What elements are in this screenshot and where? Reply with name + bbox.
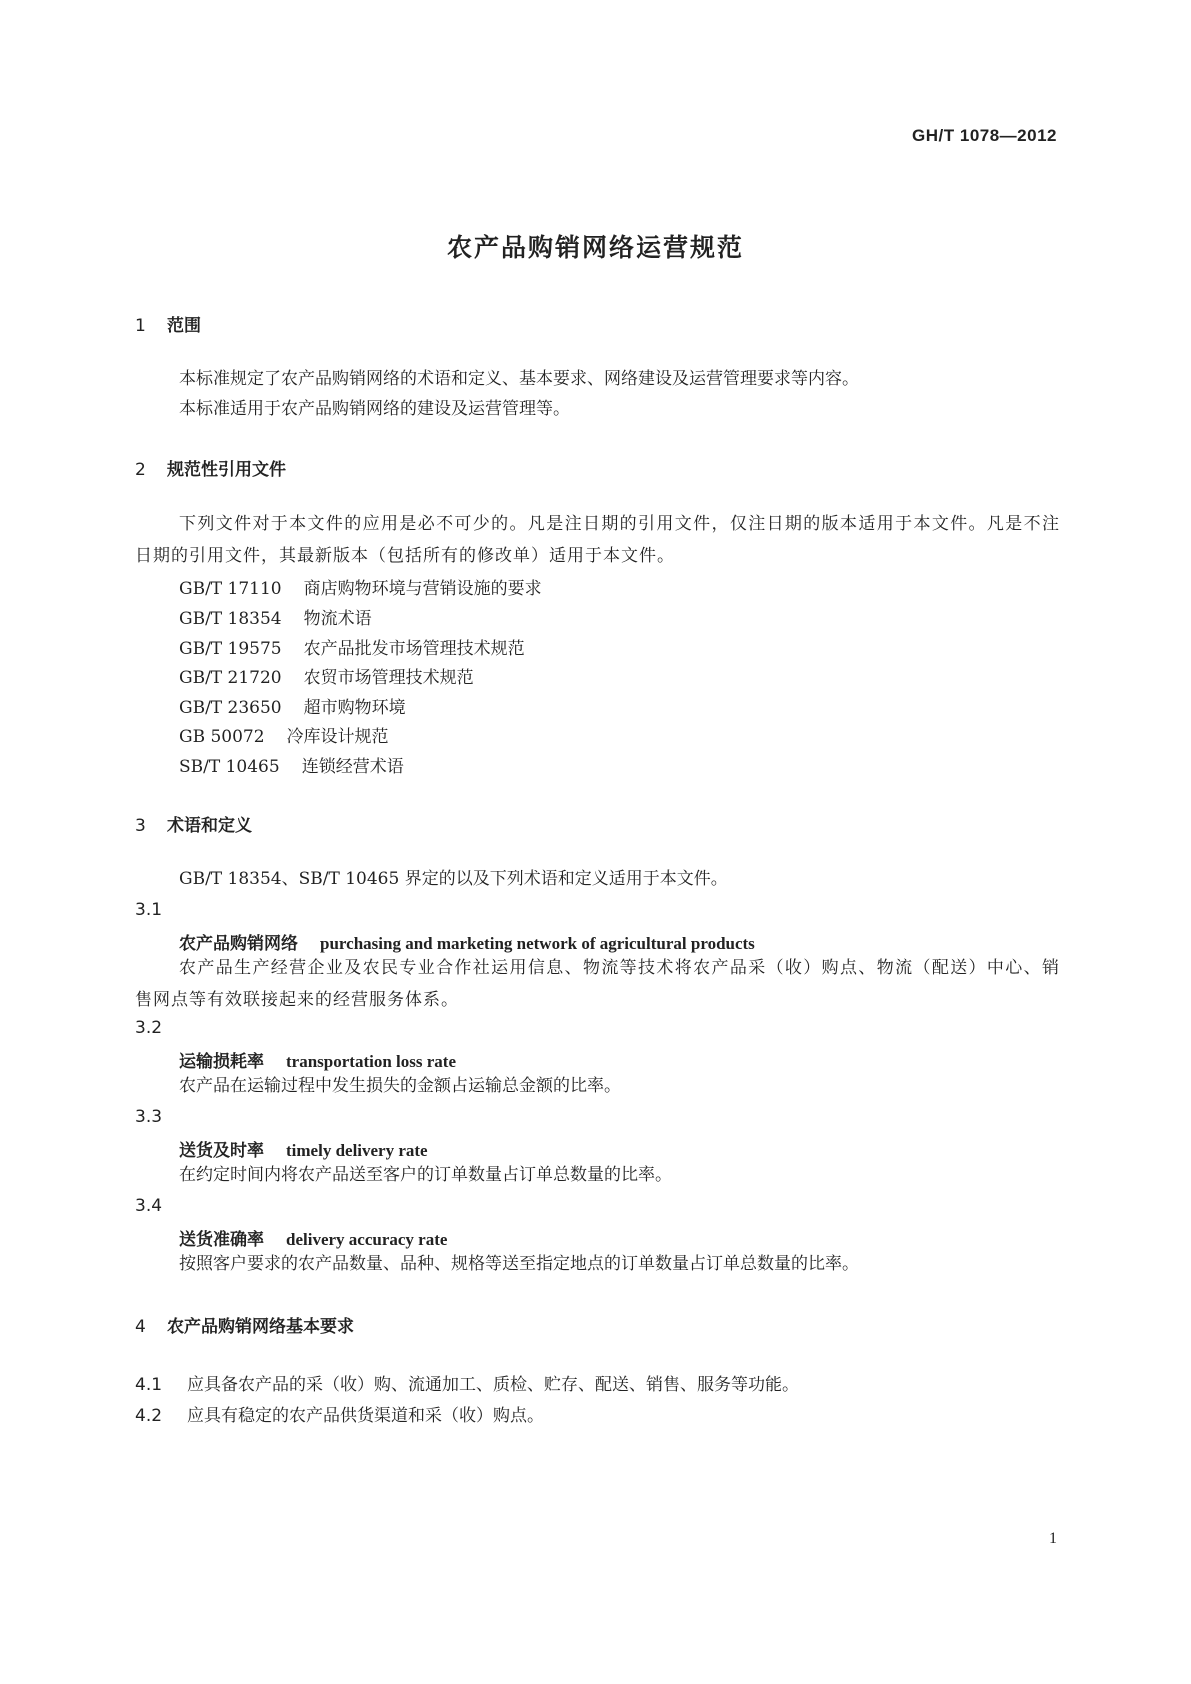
section-3-heading: [135, 811, 252, 836]
term-number: 3.3: [135, 1107, 163, 1127]
reference-code: SB/T 10465: [179, 757, 280, 777]
reference-name: 农贸市场管理技术规范: [303, 668, 474, 688]
reference-name: 农产品批发市场管理技术规范: [303, 639, 525, 659]
clause-item: [135, 1401, 544, 1426]
reference-name: 冷库设计规范: [286, 727, 389, 747]
reference-code: GB/T 18354: [179, 609, 282, 629]
term-definition: 农产品生产经营企业及农民专业合作社运用信息、物流等技术将农产品采（收）购点、物流（配送）中心、销售网点等有效联接起来的经营服务体系。: [135, 958, 1060, 1010]
page-number: 1: [1049, 1530, 1057, 1547]
term-english: transportation loss rate: [286, 1052, 456, 1071]
section-2-number: 2: [135, 460, 146, 480]
clause-item: [135, 1370, 799, 1395]
section-2-intro: 下列文件对于本文件的应用是必不可少的。凡是注日期的引用文件，仅注日期的版本适用于本文件。凡是不注日期的引用文件，其最新版本（包括所有的修改单）适用于本文件。: [135, 514, 1060, 566]
term-english: timely delivery rate: [286, 1141, 428, 1160]
reference-name: 商店购物环境与营销设施的要求: [303, 579, 542, 599]
term-english: purchasing and marketing network of agricultural products: [320, 934, 755, 953]
reference-item: [179, 634, 525, 659]
term-number: 3.2: [135, 1018, 163, 1038]
term-chinese: 运输损耗率: [179, 1052, 264, 1072]
term-heading: [179, 1047, 456, 1072]
section-4-heading: [135, 1312, 354, 1337]
term-definition: 按照客户要求的农产品数量、品种、规格等送至指定地点的订单数量占订单总数量的比率。: [179, 1254, 859, 1274]
reference-code: GB/T 19575: [179, 639, 282, 659]
reference-item: [179, 574, 542, 599]
section-4-title: 农产品购销网络基本要求: [167, 1317, 354, 1337]
reference-item: [179, 663, 474, 688]
reference-item: [179, 604, 372, 629]
reference-name: 物流术语: [303, 609, 372, 629]
section-2-heading: [135, 455, 286, 480]
section-3-title: 术语和定义: [167, 816, 252, 836]
section-1-title: 范围: [167, 316, 201, 336]
section-1-paragraph-2: 本标准适用于农产品购销网络的建设及运营管理等。: [179, 399, 570, 419]
reference-code: GB/T 23650: [179, 698, 282, 718]
reference-name: 连锁经营术语: [301, 757, 404, 777]
reference-name: 超市购物环境: [303, 698, 406, 718]
term-chinese: 农产品购销网络: [179, 934, 298, 954]
section-2-title: 规范性引用文件: [167, 460, 286, 480]
clause-text: 应具有稳定的农产品供货渠道和采（收）购点。: [187, 1406, 544, 1426]
term-chinese: 送货及时率: [179, 1141, 264, 1161]
clause-number: 4.2: [135, 1406, 163, 1426]
term-english: delivery accuracy rate: [286, 1230, 448, 1249]
section-4-number: 4: [135, 1317, 146, 1337]
document-title: 农产品购销网络运营规范: [446, 233, 744, 262]
term-number: 3.4: [135, 1196, 163, 1216]
term-number: 3.1: [135, 900, 163, 920]
section-1-paragraph-1: 本标准规定了农产品购销网络的术语和定义、基本要求、网络建设及运营管理要求等内容。: [179, 369, 859, 389]
reference-item: [179, 752, 404, 777]
reference-code: GB/T 21720: [179, 668, 282, 688]
reference-code: GB/T 17110: [179, 579, 282, 599]
clause-text: 应具备农产品的采（收）购、流通加工、质检、贮存、配送、销售、服务等功能。: [187, 1375, 799, 1395]
term-heading: [179, 1136, 428, 1161]
clause-number: 4.1: [135, 1375, 163, 1395]
term-heading: [179, 1225, 447, 1250]
section-3-intro: GB/T 18354、SB/T 10465 界定的以及下列术语和定义适用于本文件。: [179, 869, 728, 889]
standard-code: GH/T 1078—2012: [912, 126, 1057, 145]
section-3-number: 3: [135, 816, 146, 836]
section-1-heading: [135, 311, 201, 336]
term-definition: 农产品在运输过程中发生损失的金额占运输总金额的比率。: [179, 1076, 621, 1096]
term-chinese: 送货准确率: [179, 1230, 264, 1250]
reference-code: GB 50072: [179, 727, 265, 747]
reference-item: [179, 693, 406, 718]
term-definition: 在约定时间内将农产品送至客户的订单数量占订单总数量的比率。: [179, 1165, 672, 1185]
term-heading: [179, 929, 755, 954]
section-1-number: 1: [135, 316, 146, 336]
reference-item: [179, 722, 389, 747]
